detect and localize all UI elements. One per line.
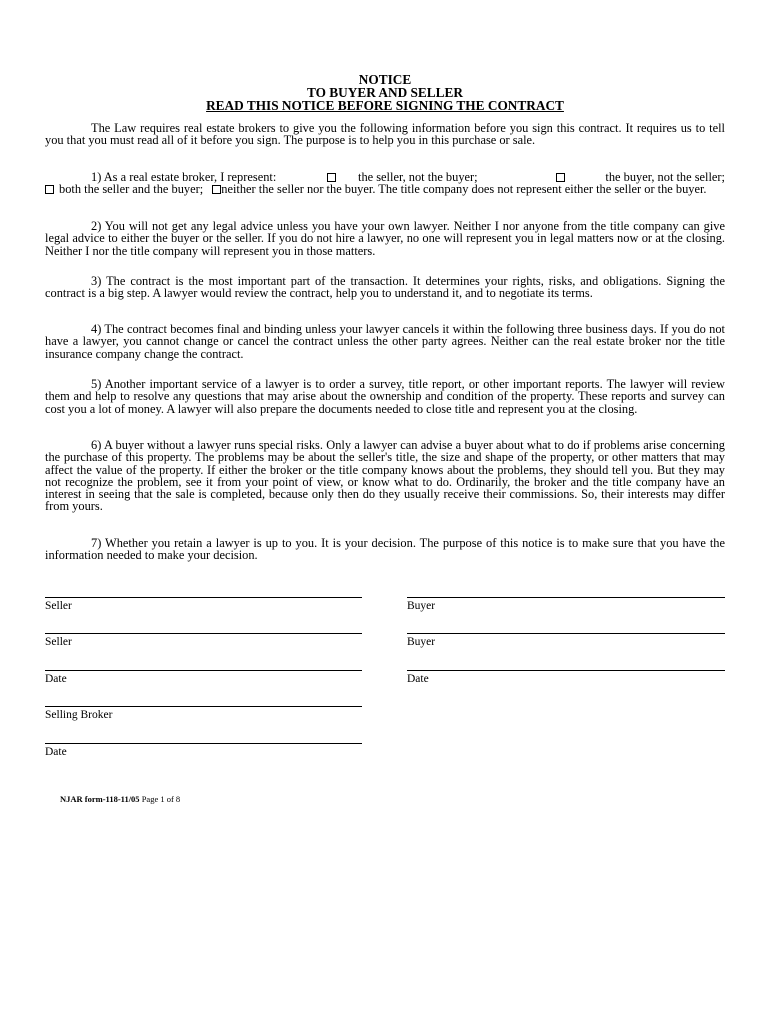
page-number: Page 1 of 8 [141,794,181,804]
paragraph-4: 4) The contract becomes final and binding unless your lawyer cancels it within the following three business days. If you do not have a lawyer, you cannot change or cancel the contract unless the other party agrees. Neither can the real estate broker nor the title insurance company change the contract. [45,322,725,361]
title-read-notice-wrapper [45,99,725,112]
checkbox-both[interactable] [45,185,54,194]
buyer-signature-line-2[interactable] [407,633,725,634]
checkbox-neither[interactable] [212,185,221,194]
option-seller-not-buyer: the seller, not the buyer; [358,170,478,184]
buyer-signature-line-1[interactable] [407,597,725,598]
option-buyer-not-seller: the buyer, not the seller; [605,170,725,184]
paragraph-5: 5) Another important service of a lawyer is to order a survey, title report, or other important reports. The lawyer will review them and help to resolve any questions that may arise about the ownership and condition of the property. These reports and survey can cost you a lot of money. A lawyer will also prepare the documents needed to close title and represent you at the closing. [45,377,725,416]
buyer-date-line[interactable] [407,670,725,671]
title-read-notice: READ THIS NOTICE BEFORE SIGNING THE CONTRACT [206,98,564,113]
selling-broker-label: Selling Broker [45,709,113,721]
page-footer [60,794,180,804]
seller-date-label: Date [45,673,67,685]
intro-paragraph: The Law requires real estate brokers to give you the following information before you sign this contract. It requires us to tell you that you must read all of it before you sign. The purpose is to help you in this purchase or sale. [45,121,725,148]
broker-date-label: Date [45,746,67,758]
buyer-label-2: Buyer [407,636,436,648]
paragraph-6: 6) A buyer without a lawyer runs special risks. Only a lawyer can advise a buyer about what to do if problems arise concerning the purchase of this property. The problems may be about the seller's title, the size and shape of the property, or other matters that may affect the value of the property. If either the broker or the title company knows about the problems, they should tell you. But they may not recognize the problem, see it from your point of view, or know what to do. Ordinarily, the broker and the title company have an interest in seeing that the sale is completed, because only then do they usually receive their commissions. So, their interests may differ from yours. [45,438,725,514]
seller-label-1: Seller [45,600,72,612]
seller-signature-line-2[interactable] [45,633,362,634]
paragraph-7: 7) Whether you retain a lawyer is up to you. It is your decision. The purpose of this notice is to make sure that you have the information needed to make your decision. [45,536,725,563]
form-id: NJAR form-118-11/05 [60,794,140,804]
representation-paragraph [45,171,725,196]
option-both: both the seller and the buyer; [59,182,204,197]
checkbox-seller-not-buyer[interactable] [327,173,336,182]
option-neither: neither the seller nor the buyer. The title company does not represent either the seller or the buyer. [221,182,707,197]
paragraph-3: 3) The contract is the most important part of the transaction. It determines your rights, risks, and obligations. Signing the contract is a big step. A lawyer would review the contract, help you to understand it, and to negotiate its terms. [45,274,725,301]
broker-date-line[interactable] [45,743,362,744]
title-notice: NOTICE [358,72,412,87]
representation-lead: 1) As a real estate broker, I represent: [91,170,277,184]
seller-signature-line-1[interactable] [45,597,362,598]
buyer-label-1: Buyer [407,600,436,612]
title-to-buyer-and-seller: TO BUYER AND SELLER [306,85,464,100]
seller-label-2: Seller [45,636,72,648]
buyer-date-label: Date [407,673,429,685]
checkbox-buyer-not-seller[interactable] [556,173,565,182]
selling-broker-signature-line[interactable] [45,706,362,707]
seller-date-line[interactable] [45,670,362,671]
paragraph-2: 2) You will not get any legal advice unless you have your own lawyer. Neither I nor anyone from the title company can give legal advice to either the buyer or the seller. If you do not hire a lawyer, no one will represent you in legal matters now or at the closing. Neither I nor the title company will represent you in those matters. [45,219,725,258]
